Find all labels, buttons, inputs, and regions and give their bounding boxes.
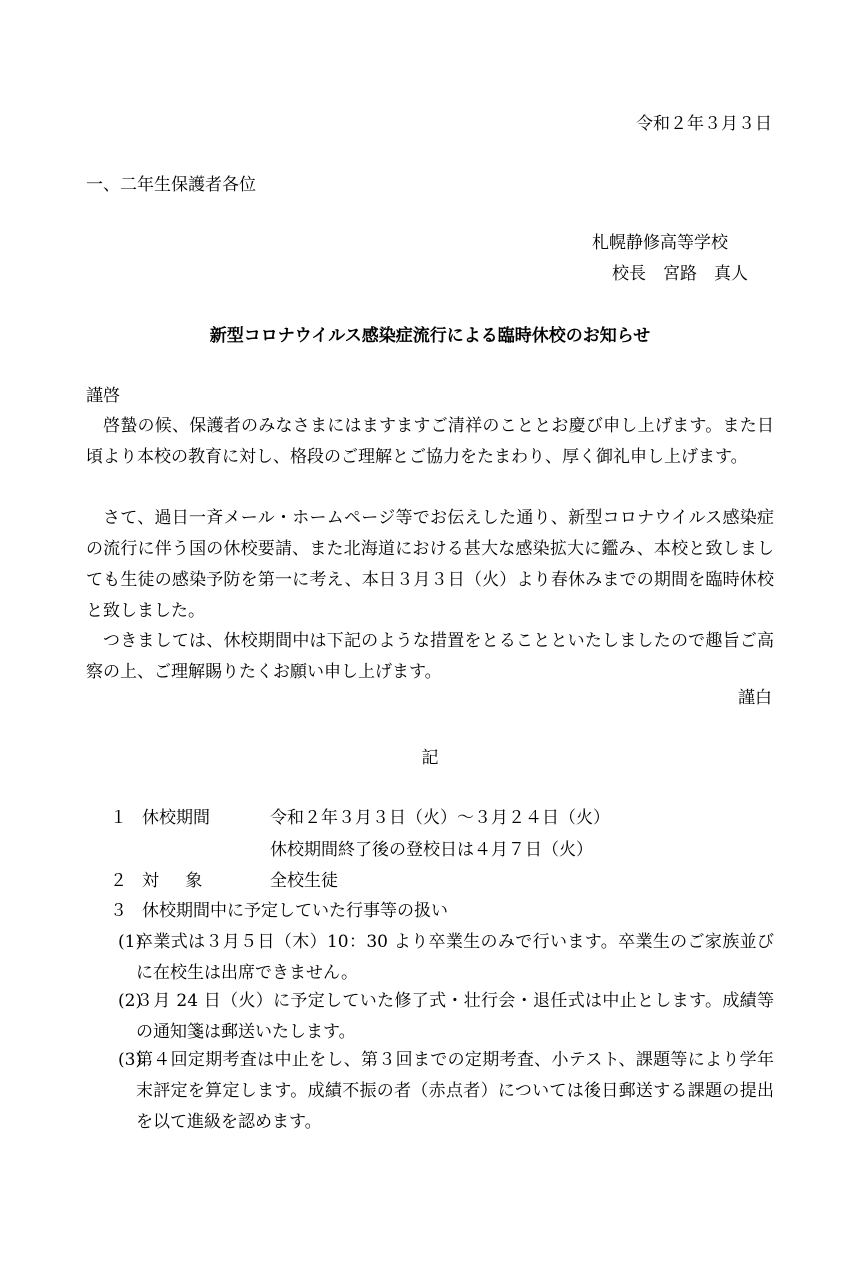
body-paragraph-1: 啓蟄の候、保護者のみなさまにはますますご清祥のこととお慶び申し上げます。また日頃より本校の教育に対し、格段のご理解とご協力をたまわり、厚く御礼申し上げます。 (86, 416, 774, 467)
item-1-value-line-1: 令和２年３月３日（火）～３月２４日（火） (270, 808, 610, 828)
item-1-number: １ (110, 808, 127, 828)
item-1-label: 休校期間 (142, 808, 210, 828)
sub-item-2-number: (2) (118, 991, 143, 1011)
sub-item-2-text: ３月 24 日（火）に予定していた修了式・壮行会・退任式は中止とします。成績等の通知箋は郵送いたします。 (136, 991, 774, 1042)
recipient-line: 一、二年生保護者各位 (86, 175, 256, 195)
sub-item-1-number: (1) (118, 932, 143, 952)
item-1-value-line-2: 休校期間終了後の登校日は４月７日（火） (270, 840, 593, 860)
sub-item-2 (118, 986, 774, 1048)
sub-item-3 (118, 1045, 774, 1138)
notice-title: 新型コロナウイルス感染症流行による臨時休校のお知らせ (209, 326, 651, 346)
item-2-label: 対象 (142, 871, 229, 891)
item-3-label: 休校期間中に予定していた行事等の扱い (142, 901, 448, 921)
item-3-number: ３ (110, 901, 127, 921)
body-paragraph-3: つきましては、休校期間中は下記のような措置をとることといたしましたので趣旨ご高察の上、ご理解賜りたくお願い申し上げます。 (86, 631, 774, 682)
body-paragraph-2: さて、過日一斉メール・ホームページ等でお伝えした通り、新型コロナウイルス感染症の流行に伴う国の休校要請、また北海道における甚大な感染拡大に鑑み、本校と致しましても生徒の感染予防を第一に考え、本日３月３日（火）より春休みまでの期間を臨時休校と致しました。 (86, 508, 774, 621)
principal-name: 校長 宮路 真人 (612, 264, 748, 284)
sub-item-3-number: (3) (118, 1050, 143, 1070)
item-2-number: ２ (110, 871, 127, 891)
sub-item-1-text: 卒業式は３月５日（木）10：30 より卒業生のみで行います。卒業生のご家族並びに在校生は出席できません。 (136, 932, 774, 983)
sub-item-1 (118, 927, 774, 989)
sub-item-3-text: 第４回定期考査は中止をし、第３回までの定期考査、小テスト、課題等により学年末評定を算定します。成績不振の者（赤点者）については後日郵送する課題の提出を以て進級を認めます。 (136, 1050, 774, 1132)
school-name: 札幌静修高等学校 (592, 233, 728, 253)
item-2-value: 全校生徒 (270, 871, 338, 891)
opening-salutation: 謹啓 (86, 386, 120, 406)
document-date: 令和２年３月３日 (636, 114, 772, 134)
closing-salutation: 謹白 (738, 688, 772, 708)
ki-heading: 記 (421, 748, 439, 768)
